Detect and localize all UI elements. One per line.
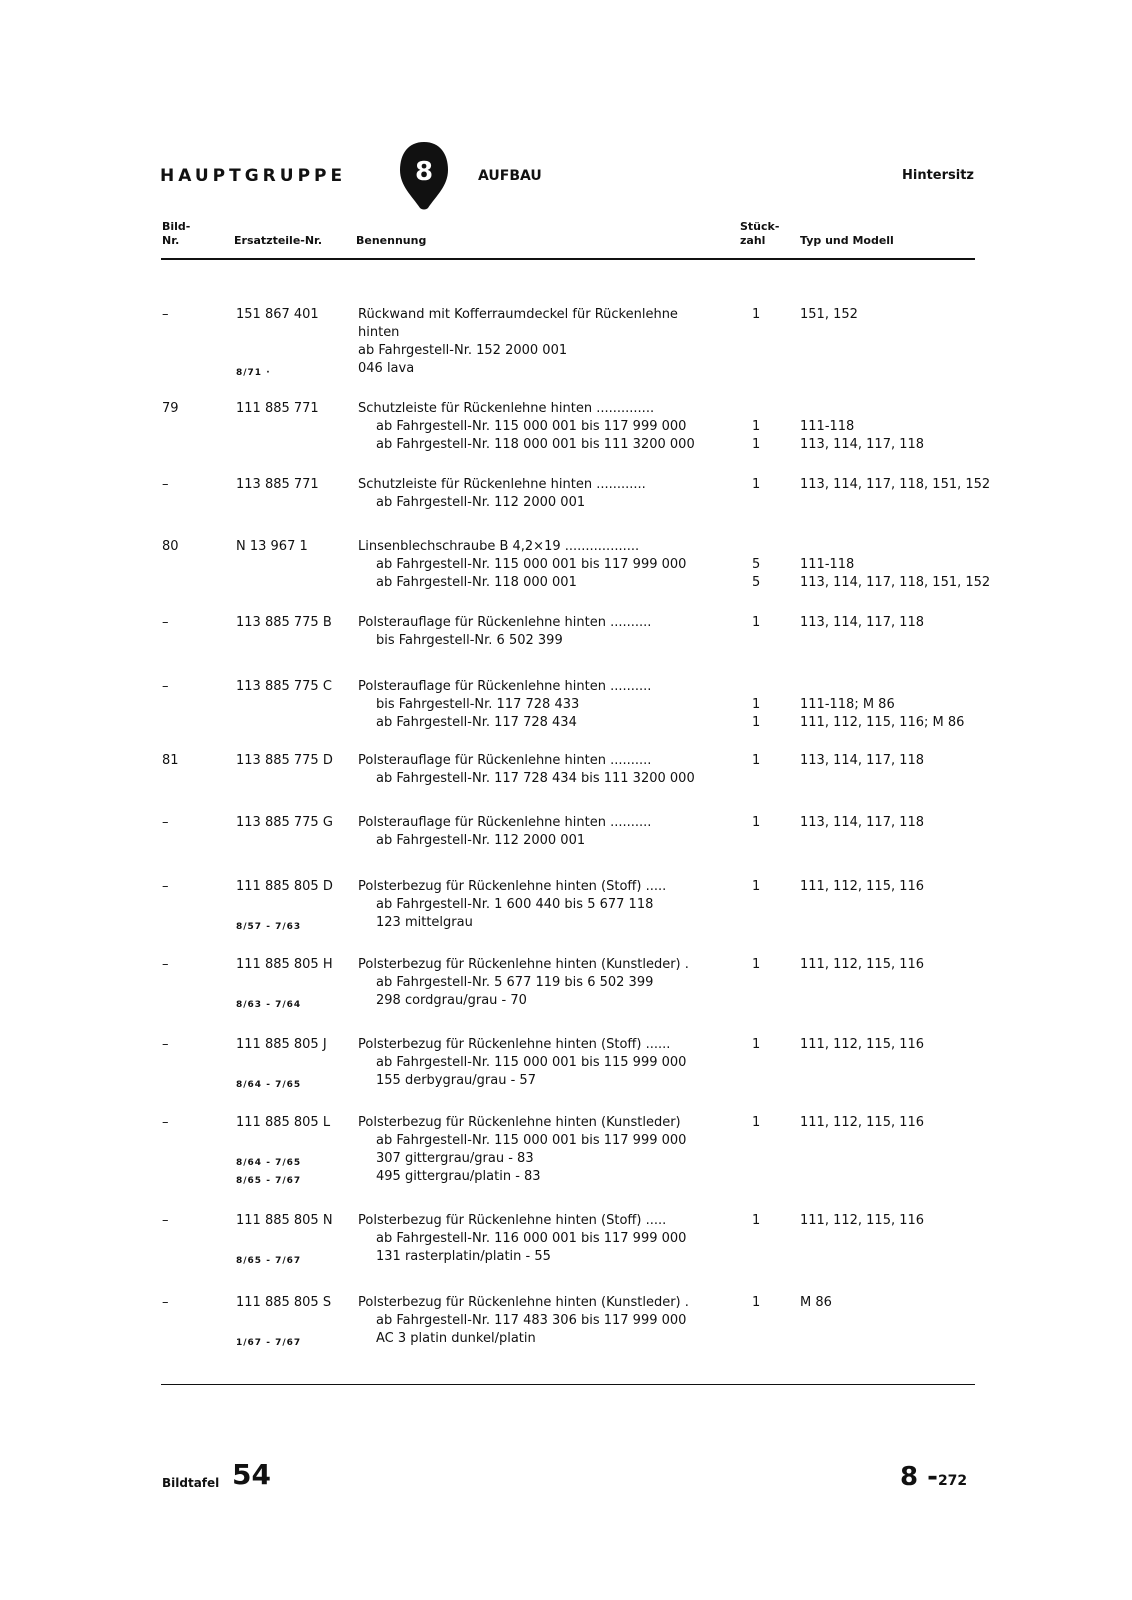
description-line: ab Fahrgestell-Nr. 5 677 119 bis 6 502 399 bbox=[376, 975, 654, 990]
description-line: ab Fahrgestell-Nr. 112 2000 001 bbox=[376, 833, 586, 848]
description-line: Polsterauflage für Rückenlehne hinten .......... bbox=[358, 679, 652, 694]
figure-number: – bbox=[162, 879, 169, 894]
description-line: ab Fahrgestell-Nr. 117 728 434 bis 111 3200 000 bbox=[376, 771, 695, 786]
quantity: 5 bbox=[752, 575, 761, 590]
figure-number: – bbox=[162, 815, 169, 830]
description bbox=[358, 400, 730, 454]
subsection-title: Hintersitz bbox=[901, 168, 974, 183]
quantity: 1 bbox=[752, 715, 761, 730]
model-types: M 86 bbox=[800, 1295, 832, 1310]
description bbox=[358, 814, 730, 850]
description bbox=[358, 1212, 730, 1266]
description-line: Polsterbezug für Rückenlehne hinten (Kunstleder) . bbox=[358, 1295, 689, 1310]
description-line: 155 derbygrau/grau - 57 bbox=[376, 1073, 536, 1088]
description bbox=[358, 1114, 730, 1186]
description-line: 307 gittergrau/grau - 83 bbox=[376, 1151, 534, 1166]
description bbox=[358, 752, 730, 788]
quantity: 1 bbox=[752, 697, 761, 712]
quantity: 1 bbox=[752, 1115, 761, 1130]
model-types: 111, 112, 115, 116 bbox=[800, 1115, 925, 1130]
col-qty: Stück- zahl bbox=[740, 220, 780, 247]
production-dates: 8/64 - 7/65 bbox=[236, 1080, 302, 1090]
description bbox=[358, 878, 730, 932]
description-line: ab Fahrgestell-Nr. 118 000 001 bbox=[376, 575, 577, 590]
quantity: 1 bbox=[752, 957, 761, 972]
part-number: 111 885 805 J bbox=[236, 1037, 327, 1052]
quantity: 1 bbox=[752, 307, 761, 322]
model-types: 111, 112, 115, 116 bbox=[800, 957, 925, 972]
group-number-badge bbox=[398, 140, 450, 210]
figure-number: 79 bbox=[162, 401, 179, 416]
description-line: Polsterbezug für Rückenlehne hinten (Kunstleder) bbox=[358, 1115, 681, 1130]
description bbox=[358, 476, 730, 512]
part-number: 111 885 771 bbox=[236, 401, 319, 416]
model-types: 113, 114, 117, 118 bbox=[800, 753, 925, 768]
col-part: Ersatzteile-Nr. bbox=[234, 234, 323, 247]
description-line: bis Fahrgestell-Nr. 6 502 399 bbox=[376, 633, 563, 648]
figure-number: – bbox=[162, 477, 169, 492]
description-line: ab Fahrgestell-Nr. 115 000 001 bis 117 999 000 bbox=[376, 1133, 687, 1148]
quantity: 1 bbox=[752, 477, 761, 492]
group-number: 8 bbox=[414, 157, 434, 187]
model-types: 111-118 bbox=[800, 419, 855, 434]
description-line: Polsterbezug für Rückenlehne hinten (Stoff) ..... bbox=[358, 1213, 667, 1228]
model-types: 113, 114, 117, 118, 151, 152 bbox=[800, 477, 991, 492]
part-number: 113 885 775 G bbox=[236, 815, 333, 830]
quantity: 1 bbox=[752, 615, 761, 630]
figure-number: – bbox=[162, 1115, 169, 1130]
description-line: ab Fahrgestell-Nr. 118 000 001 bis 111 3200 000 bbox=[376, 437, 695, 452]
description-line: ab Fahrgestell-Nr. 115 000 001 bis 117 999 000 bbox=[376, 557, 687, 572]
figure-number: – bbox=[162, 679, 169, 694]
production-dates: 8/63 - 7/64 bbox=[236, 1000, 302, 1010]
description bbox=[358, 1294, 730, 1348]
description-line: Rückwand mit Kofferraumdeckel für Rückenlehne bbox=[358, 307, 678, 322]
production-dates: 8/65 - 7/67 bbox=[236, 1256, 302, 1266]
quantity: 5 bbox=[752, 557, 761, 572]
description-line: bis Fahrgestell-Nr. 117 728 433 bbox=[376, 697, 580, 712]
figure-number: – bbox=[162, 307, 169, 322]
col-bild: Bild- Nr. bbox=[162, 220, 191, 247]
description bbox=[358, 538, 730, 592]
part-number: 113 885 775 D bbox=[236, 753, 333, 768]
description-line: hinten bbox=[358, 325, 400, 340]
plate-number: 54 bbox=[232, 1458, 271, 1491]
description-line: ab Fahrgestell-Nr. 152 2000 001 bbox=[358, 343, 568, 358]
description bbox=[358, 956, 730, 1010]
model-types: 113, 114, 117, 118 bbox=[800, 815, 925, 830]
production-dates: 8/65 - 7/67 bbox=[236, 1176, 302, 1186]
part-number: 151 867 401 bbox=[236, 307, 319, 322]
description-line: 046 lava bbox=[358, 361, 415, 376]
quantity: 1 bbox=[752, 1213, 761, 1228]
part-number: N 13 967 1 bbox=[236, 539, 308, 554]
figure-number: – bbox=[162, 615, 169, 630]
quantity: 1 bbox=[752, 1295, 761, 1310]
model-types: 111, 112, 115, 116 bbox=[800, 1037, 925, 1052]
part-number: 113 885 771 bbox=[236, 477, 319, 492]
description-line: Polsterauflage für Rückenlehne hinten .......... bbox=[358, 615, 652, 630]
quantity: 1 bbox=[752, 815, 761, 830]
part-number: 113 885 775 B bbox=[236, 615, 332, 630]
part-number: 111 885 805 S bbox=[236, 1295, 332, 1310]
quantity: 1 bbox=[752, 437, 761, 452]
description-line: Polsterbezug für Rückenlehne hinten (Stoff) ..... bbox=[358, 879, 667, 894]
description bbox=[358, 306, 730, 378]
description-line: Schutzleiste für Rückenlehne hinten .............. bbox=[358, 401, 655, 416]
footer-rule bbox=[161, 1384, 975, 1385]
quantity: 1 bbox=[752, 753, 761, 768]
description-line: ab Fahrgestell-Nr. 117 483 306 bis 117 999 000 bbox=[376, 1313, 687, 1328]
model-types: 113, 114, 117, 118, 151, 152 bbox=[800, 575, 991, 590]
figure-number: – bbox=[162, 1213, 169, 1228]
description-line: Polsterbezug für Rückenlehne hinten (Stoff) ...... bbox=[358, 1037, 671, 1052]
description-line: Polsterauflage für Rückenlehne hinten .......... bbox=[358, 815, 652, 830]
description-line: ab Fahrgestell-Nr. 112 2000 001 bbox=[376, 495, 586, 510]
model-types: 113, 114, 117, 118 bbox=[800, 437, 925, 452]
model-types: 111-118; M 86 bbox=[800, 697, 895, 712]
model-types: 111-118 bbox=[800, 557, 855, 572]
description-line: AC 3 platin dunkel/platin bbox=[376, 1331, 536, 1346]
description-line: ab Fahrgestell-Nr. 117 728 434 bbox=[376, 715, 577, 730]
figure-number: – bbox=[162, 957, 169, 972]
description-line: 131 rasterplatin/platin - 55 bbox=[376, 1249, 551, 1264]
model-types: 151, 152 bbox=[800, 307, 858, 322]
description-line: Linsenblechschraube B 4,2×19 .................. bbox=[358, 539, 640, 554]
description-line: ab Fahrgestell-Nr. 1 600 440 bis 5 677 118 bbox=[376, 897, 654, 912]
part-number: 111 885 805 L bbox=[236, 1115, 331, 1130]
section-title: AUFBAU bbox=[478, 168, 542, 184]
part-number: 111 885 805 N bbox=[236, 1213, 333, 1228]
header-rule bbox=[161, 258, 975, 260]
description-line: ab Fahrgestell-Nr. 115 000 001 bis 115 999 000 bbox=[376, 1055, 687, 1070]
quantity: 1 bbox=[752, 1037, 761, 1052]
model-types: 113, 114, 117, 118 bbox=[800, 615, 925, 630]
description-line: Schutzleiste für Rückenlehne hinten ............ bbox=[358, 477, 646, 492]
description-line: 495 gittergrau/platin - 83 bbox=[376, 1169, 541, 1184]
description bbox=[358, 678, 730, 732]
figure-number: – bbox=[162, 1037, 169, 1052]
model-types: 111, 112, 115, 116 bbox=[800, 879, 925, 894]
production-dates: 1/67 - 7/67 bbox=[236, 1338, 302, 1348]
description-line: Polsterauflage für Rückenlehne hinten .......... bbox=[358, 753, 652, 768]
description-line: ab Fahrgestell-Nr. 115 000 001 bis 117 999 000 bbox=[376, 419, 687, 434]
figure-number: – bbox=[162, 1295, 169, 1310]
col-desc: Benennung bbox=[356, 234, 427, 247]
col-model: Typ und Modell bbox=[800, 234, 894, 247]
group-label: HAUPTGRUPPE bbox=[160, 166, 347, 186]
production-dates: 8/64 - 7/65 bbox=[236, 1158, 302, 1168]
model-types: 111, 112, 115, 116 bbox=[800, 1213, 925, 1228]
page-number: 8 -272 bbox=[900, 1462, 968, 1492]
figure-number: 80 bbox=[162, 539, 179, 554]
figure-number: 81 bbox=[162, 753, 179, 768]
production-dates: 8/71 · bbox=[236, 368, 271, 378]
description-line: 298 cordgrau/grau - 70 bbox=[376, 993, 527, 1008]
model-types: 111, 112, 115, 116; M 86 bbox=[800, 715, 965, 730]
quantity: 1 bbox=[752, 419, 761, 434]
plate-label: Bildtafel bbox=[162, 1476, 220, 1490]
description-line: 123 mittelgrau bbox=[376, 915, 473, 930]
quantity: 1 bbox=[752, 879, 761, 894]
description-line: ab Fahrgestell-Nr. 116 000 001 bis 117 999 000 bbox=[376, 1231, 687, 1246]
part-number: 111 885 805 H bbox=[236, 957, 333, 972]
description bbox=[358, 614, 730, 650]
part-number: 113 885 775 C bbox=[236, 679, 332, 694]
description-line: Polsterbezug für Rückenlehne hinten (Kunstleder) . bbox=[358, 957, 689, 972]
production-dates: 8/57 - 7/63 bbox=[236, 922, 302, 932]
description bbox=[358, 1036, 730, 1090]
part-number: 111 885 805 D bbox=[236, 879, 333, 894]
